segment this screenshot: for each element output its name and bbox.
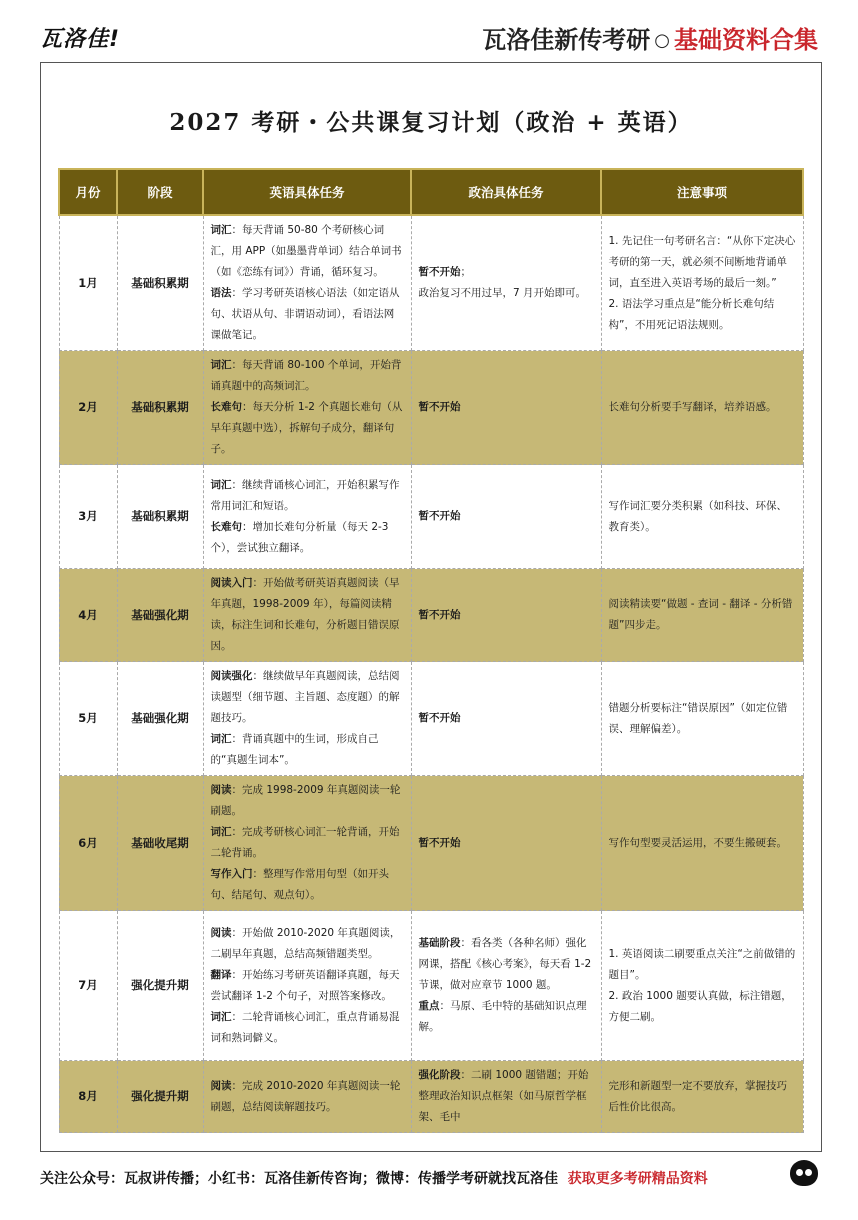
english-item-keyword: 长难句 [210, 520, 242, 533]
column-header-notes: 注意事项 [601, 169, 803, 215]
politics-item-text: ：看各类（各种名师）强化网课，搭配《核心考案》，每天看 1-2 节课，做对应章节 1000 题。 [418, 937, 592, 991]
table-header-row [59, 169, 803, 215]
table-row [59, 911, 803, 1061]
study-plan-table [58, 168, 804, 1133]
english-item-keyword: 词汇 [210, 1010, 232, 1023]
month-cell: 1月 [59, 215, 117, 351]
column-header-english-tasks: 英语具体任务 [203, 169, 411, 215]
english-cell [203, 662, 411, 776]
notes-item-text: 1. 英语阅读二刷要重点关注“之前做错的题目”。 [608, 947, 796, 981]
politics-cell [411, 776, 601, 911]
notes-cell [601, 351, 803, 465]
notes-cell [601, 911, 803, 1061]
notes-item-text: 错题分析要标注“错误原因”（如定位错误、理解偏差）。 [608, 701, 788, 735]
english-item [211, 1007, 404, 1049]
english-item-text: ：每天背诵 80-100 个单词，开始背诵真题中的高频词汇。 [210, 359, 402, 392]
table-row [59, 465, 803, 569]
politics-item-keyword: 重点 [418, 1000, 440, 1012]
brand-name: 瓦洛佳新传考研 [482, 26, 651, 54]
politics-item-keyword: 暂不开始 [418, 608, 461, 621]
notes-cell [601, 1061, 803, 1133]
notes-item [609, 594, 796, 636]
footer [40, 1168, 708, 1188]
english-item-text: ：完成考研核心词汇一轮背诵，开始二轮背诵。 [210, 826, 400, 859]
notes-item-text: 1. 先记住一句考研名言：“从你下定决心考研的第一天，就必须不间断地背诵单词，直至进入英语考场的最后一刻。” [608, 234, 796, 289]
notes-item [609, 986, 796, 1028]
column-header-month: 月份 [59, 169, 117, 215]
collection-tag: 基础资料合集 [674, 26, 818, 54]
politics-item-keyword: 基础阶段 [418, 937, 461, 949]
english-cell [203, 351, 411, 465]
politics-item [419, 283, 594, 304]
politics-item [419, 996, 594, 1038]
stage-cell: 基础收尾期 [117, 776, 203, 911]
english-item [211, 355, 404, 397]
politics-item [419, 933, 594, 996]
english-item [211, 822, 404, 864]
stage-cell: 基础强化期 [117, 662, 203, 776]
politics-item [419, 833, 594, 854]
notes-item [609, 397, 796, 418]
english-item-text: ：二轮背诵核心词汇，重点背诵易混词和熟词僻义。 [210, 1010, 400, 1044]
stage-cell: 基础积累期 [117, 215, 203, 351]
english-item-keyword: 词汇 [210, 359, 232, 371]
politics-cell [411, 215, 601, 351]
english-item-keyword: 词汇 [210, 733, 232, 745]
english-item [211, 780, 404, 822]
english-item-text: ：学习考研英语核心语法（如定语从句、状语从句、非谓语动词），看语法网课做笔记。 [210, 287, 400, 341]
notes-item [609, 1076, 796, 1118]
page-title: 2027 考研・公共课复习计划（政治 + 英语） [169, 109, 693, 136]
english-item-text: ：继续做早年真题阅读，总结阅读题型（细节题、主旨题、态度题）的解题技巧。 [210, 670, 400, 724]
table-row [59, 215, 803, 351]
month-cell: 7月 [59, 911, 117, 1061]
english-item-text: ：完成 1998-2009 年真题阅读一轮刷题。 [210, 784, 401, 817]
english-item-text: ：背诵真题中的生词，形成自己的“真题生词本”。 [210, 733, 379, 766]
stage-cell: 基础积累期 [117, 465, 203, 569]
english-item-text: ：继续背诵核心词汇，开始积累写作常用词汇和短语。 [210, 478, 400, 512]
footer-social-text: 关注公众号：瓦叔讲传播；小红书：瓦洛佳新传咨询；微博：传播学考研就找瓦洛佳 [40, 1171, 558, 1187]
month-cell: 2月 [59, 351, 117, 465]
notes-cell [601, 662, 803, 776]
notes-cell [601, 776, 803, 911]
header-banner [482, 20, 818, 55]
english-item-keyword: 阅读 [210, 926, 232, 939]
mascot-icon [790, 1160, 818, 1186]
separator-icon: ○ [654, 30, 670, 51]
english-item [211, 517, 404, 559]
english-item-keyword: 阅读 [210, 784, 232, 796]
politics-item-keyword: 暂不开始 [418, 836, 461, 849]
column-header-politics-tasks: 政治具体任务 [411, 169, 601, 215]
notes-item-text: 2. 语法学习重点是“能分析长难句结构”，不用死记语法规则。 [608, 297, 775, 331]
english-item [211, 220, 404, 283]
notes-cell [601, 465, 803, 569]
english-item [211, 729, 404, 771]
english-item [211, 666, 404, 729]
stage-cell: 强化提升期 [117, 1061, 203, 1133]
english-item [211, 864, 404, 906]
politics-cell [411, 911, 601, 1061]
table-row [59, 1061, 803, 1133]
politics-item-text: ； [460, 266, 471, 278]
month-cell: 8月 [59, 1061, 117, 1133]
english-item-keyword: 长难句 [210, 401, 242, 413]
politics-item [419, 605, 594, 626]
month-cell: 4月 [59, 569, 117, 662]
english-item [211, 283, 404, 346]
notes-cell [601, 569, 803, 662]
politics-cell [411, 1061, 601, 1133]
notes-item [609, 833, 796, 854]
notes-item [609, 231, 796, 294]
notes-item-text: 长难句分析要手写翻译，培养语感。 [608, 401, 777, 413]
notes-item-text: 2. 政治 1000 题要认真做，标注错题，方便二刷。 [608, 989, 792, 1023]
english-item-text: ：开始做考研英语真题阅读（早年真题，1998-2009 年），每篇阅读精读，标注生词和长难句，分析题目错误原因。 [210, 577, 400, 652]
politics-item [419, 262, 594, 283]
politics-item-keyword: 暂不开始 [418, 401, 461, 413]
politics-item [419, 506, 594, 527]
politics-cell [411, 569, 601, 662]
table-row [59, 569, 803, 662]
english-cell [203, 1061, 411, 1133]
english-item-keyword: 阅读强化 [210, 670, 253, 682]
politics-item-keyword: 强化阶段 [418, 1069, 461, 1081]
table-row [59, 776, 803, 911]
english-cell [203, 465, 411, 569]
english-item-text: ：开始练习考研英语翻译真题，每天尝试翻译 1-2 个句子，对照答案修改。 [210, 968, 400, 1002]
notes-item-text: 写作句型要灵活运用，不要生搬硬套。 [608, 836, 787, 849]
english-item-keyword: 阅读入门 [210, 577, 253, 589]
english-item-keyword: 词汇 [210, 224, 232, 236]
politics-item [419, 708, 594, 729]
english-item [211, 573, 404, 657]
english-item-keyword: 词汇 [210, 826, 232, 838]
english-item-keyword: 语法 [210, 287, 232, 299]
english-item-text: ：每天背诵 50-80 个考研核心词汇，用 APP（如墨墨背单词）结合单词书（如《恋练有词》）背诵，循环复习。 [210, 224, 402, 278]
footer-cta: 获取更多考研精品资料 [567, 1171, 708, 1187]
table-row [59, 662, 803, 776]
brand-logo: 瓦洛佳! [40, 27, 121, 52]
table-body [59, 215, 803, 1133]
politics-cell [411, 662, 601, 776]
politics-item-keyword: 暂不开始 [418, 266, 461, 278]
politics-cell [411, 465, 601, 569]
month-cell: 5月 [59, 662, 117, 776]
month-cell: 3月 [59, 465, 117, 569]
english-item-keyword: 翻译 [210, 968, 232, 981]
notes-item-text: 阅读精读要“做题 - 查词 - 翻译 - 分析错题”四步走。 [608, 598, 793, 631]
english-item [211, 1076, 404, 1118]
english-item-text: ：整理写作常用句型（如开头句、结尾句、观点句）。 [210, 868, 389, 901]
politics-item-text: ：二刷 1000 题错题；开始整理政治知识点框架（如马原哲学框架、毛中 [418, 1069, 589, 1123]
english-item [211, 397, 404, 460]
notes-item [609, 294, 796, 336]
notes-cell [601, 215, 803, 351]
notes-item [609, 496, 796, 538]
month-cell: 6月 [59, 776, 117, 911]
english-item [211, 965, 404, 1007]
stage-cell: 强化提升期 [117, 911, 203, 1061]
politics-item [419, 1065, 594, 1128]
politics-item-text: 政治复习不用过早，7 月开始即可。 [418, 287, 587, 299]
notes-item [609, 944, 796, 986]
english-cell [203, 776, 411, 911]
english-cell [203, 215, 411, 351]
column-header-stage: 阶段 [117, 169, 203, 215]
english-item [211, 475, 404, 517]
english-item [211, 923, 404, 965]
notes-item-text: 写作词汇要分类积累（如科技、环保、教育类）。 [608, 499, 787, 533]
politics-item-keyword: 暂不开始 [418, 712, 461, 724]
politics-item [419, 397, 594, 418]
english-item-keyword: 写作入门 [210, 868, 253, 880]
politics-cell [411, 351, 601, 465]
english-item-text: ：增加长难句分析量（每天 2-3 个），尝试独立翻译。 [210, 520, 389, 554]
table-row [59, 351, 803, 465]
politics-item-text: ：马原、毛中特的基础知识点理解。 [418, 1000, 587, 1033]
english-item-text: ：开始做 2010-2020 年真题阅读，二刷早年真题，总结高频错题类型。 [210, 926, 401, 960]
stage-cell: 基础积累期 [117, 351, 203, 465]
english-item-keyword: 阅读 [210, 1079, 232, 1092]
notes-item-text: 完形和新题型一定不要放弃，掌握技巧后性价比很高。 [608, 1079, 787, 1113]
english-cell [203, 911, 411, 1061]
english-item-text: ：完成 2010-2020 年真题阅读一轮刷题，总结阅读解题技巧。 [210, 1079, 401, 1113]
english-item-text: ：每天分析 1-2 个真题长难句（从早年真题中选），拆解句子成分，翻译句子。 [210, 401, 403, 455]
politics-item-keyword: 暂不开始 [418, 510, 461, 522]
notes-item [609, 698, 796, 740]
english-cell [203, 569, 411, 662]
english-item-keyword: 词汇 [210, 478, 232, 491]
stage-cell: 基础强化期 [117, 569, 203, 662]
